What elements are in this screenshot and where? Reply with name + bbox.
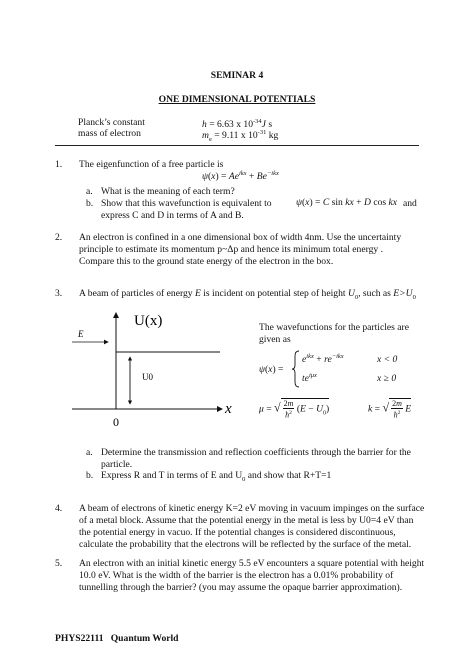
divider (55, 145, 419, 146)
question-text: The eigenfunction of a free particle is (79, 159, 224, 170)
k-definition: k = √ $\frac{2m}{ħ^2}$ E (368, 399, 412, 420)
question-4 (55, 503, 440, 553)
q4-line-2: of a metal block. Assume that the potential energy in the metal is less by U0=4 eV than (79, 515, 414, 526)
q3-label-a: a. (86, 447, 93, 458)
q1-label-a: a. (86, 186, 93, 197)
wavefunction-piecewise: ψ(x) = $e^{ikx} + re^{-ikx}$ $te^{i\mu x}$ x < 0 x ≥ 0 (259, 350, 429, 390)
q2-line-1: An electron is confined in a one dimensional box of width 4nm. Use the uncertainty (79, 232, 402, 243)
potential-step-graph (60, 305, 245, 430)
sine-cosine-equation: ψ(x) = C sin kx + D cos kx (296, 197, 398, 208)
seminar-number: SEMINAR 4 (210, 70, 264, 81)
question-number: 4. (55, 503, 63, 514)
constant-electron-value: $m_e = 9.11$ x $10^{-31}$ kg (202, 129, 279, 144)
question-3 (55, 288, 435, 302)
q4-line-3: the potential energy in vacuo. If the potential changes is considered discontinuous, (79, 527, 396, 538)
q1-part-b-and: and (403, 198, 417, 209)
wf-intro-line-1: The wavefunctions for the particles are (259, 322, 409, 333)
q5-line-1: An electron with an initial kinetic energy 5.5 eV encounters a square potential with height (79, 558, 425, 569)
q5-line-3: tunnelling through the barrier? (you may assume the opaque barrier approximation). (79, 582, 403, 593)
mu-definition: μ = √ $\frac{2m}{ħ^2}$ $(E - U_0)$ (259, 399, 330, 420)
origin-label: 0 (113, 415, 119, 429)
q2-line-3: Compare this to the ground state energy of the electron in the box. (79, 256, 334, 267)
y-axis-label: U(x) (134, 313, 163, 329)
eigenfunction-equation: $\psi(x) = Ae^{ikx} + Be^{-ikx}$ (202, 170, 279, 183)
wf-intro-line-2: given as (259, 334, 291, 345)
q4-line-4: calculate the probability that the electrons will be reflected by the surface of the metal. (79, 539, 412, 550)
condition-x-nonnegative: x ≥ 0 (377, 373, 397, 384)
q1-label-b: b. (86, 198, 94, 209)
q3-part-a-line-1: Determine the transmission and reflection coefficients through the barrier for the (101, 447, 411, 458)
q3-text: A beam of particles of energy E is incident on potential step of height $U_0$, such as $E>U_0$ (79, 288, 416, 301)
q5-line-2: 10.0 eV. What is the width of the barrier is the electron has a 0.01% probability of (79, 570, 394, 581)
q2-line-2: principle to estimate its momentum p~Δp and hence its minimum total energy . (79, 244, 384, 255)
constant-planck-name: Planck’s constant (78, 117, 145, 128)
q3-label-b: b. (86, 470, 94, 481)
course-code: PHYS22111 (55, 633, 104, 644)
question-number: 3. (55, 288, 63, 299)
question-5 (55, 558, 440, 598)
condition-x-negative: x < 0 (377, 354, 398, 365)
course-name: Quantum World (110, 633, 179, 644)
constant-planck-value: h = 6.63 x $10^{-34}J$ s (202, 118, 273, 131)
q1-part-a: What is the meaning of each term? (101, 186, 235, 197)
footer (55, 633, 179, 645)
x-axis-label: x (225, 401, 232, 417)
question-number: 1. (55, 159, 63, 170)
energy-label: E (78, 329, 84, 339)
q1-part-b-cont: express C and D in terms of A and B. (101, 210, 244, 221)
constant-electron-name: mass of electron (78, 128, 141, 139)
q1-part-b: Show that this wavefunction is equivalent to (101, 198, 272, 209)
q4-line-1: A beam of electrons of kinetic energy K=2 eV moving in vacuum impinges on the surface (79, 503, 425, 514)
q3-part-a-line-2: particle. (101, 459, 133, 470)
q3-part-b: Express R and T in terms of E and $U_0$ and show that R+T=1 (101, 470, 332, 483)
question-number: 2. (55, 232, 63, 243)
page-title: ONE DIMENSIONAL POTENTIALS (158, 94, 316, 105)
step-height-label: U0 (142, 372, 153, 382)
question-2 (55, 232, 435, 272)
question-number: 5. (55, 558, 63, 569)
